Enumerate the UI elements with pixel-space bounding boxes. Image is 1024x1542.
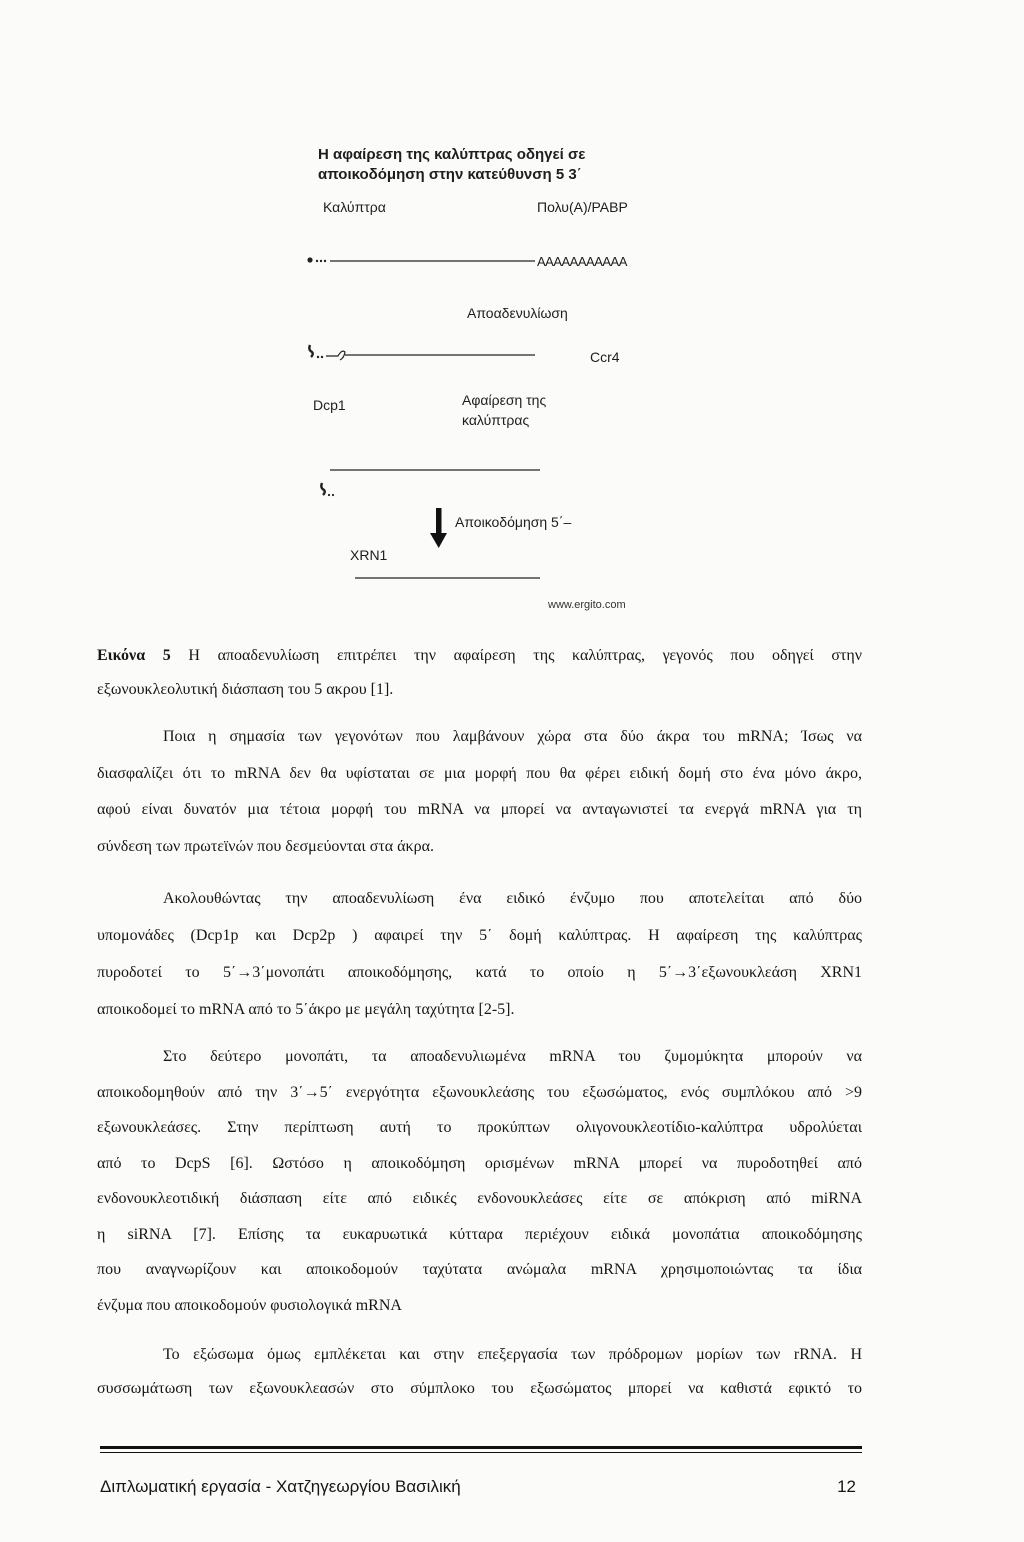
cap-dot: [332, 494, 334, 496]
diagram-title-line1: Η αφαίρεση της καλύπτρας οδηγεί σε: [318, 146, 586, 163]
text-line: που αναγνωρίζουν και αποικοδομούν ταχύτατα ανώμαλα mRNA χρησιμοποιώντας τα ίδια: [97, 1261, 862, 1278]
text-line: αποικοδομεί το mRNA από το 5΄άκρο με μεγάλη ταχύτητα [2-5].: [97, 1001, 515, 1018]
polya-pabp-label: Πολυ(Α)/PABP: [537, 199, 628, 215]
text-line: πυροδοτεί το 5΄→3΄μονοπάτι αποικοδόμησης, κατά το οποίο η 5΄→3΄εξωνουκλεάση XRN1: [97, 964, 862, 981]
footer-rule-thin: [100, 1452, 862, 1453]
ccr4-label: Ccr4: [590, 349, 620, 365]
text-line: Ποια η σημασία των γεγονότων που λαμβάνουν χώρα στα δύο άκρα του mRNA; Ίσως να: [163, 728, 862, 745]
cap-dot: [324, 260, 326, 262]
deadenylation-label: Αποαδενυλίωση: [467, 305, 568, 321]
text-line: ενδονουκλεοτιδική διάσπαση είτε από ειδικές ενδονουκλεάσες είτε σε απόκριση από miRNA: [97, 1190, 862, 1207]
text-line: από το DcpS [6]. Ωστόσο η αποικοδόμηση ορισμένων mRNA μπορεί να πυροδοτηθεί από: [97, 1154, 862, 1172]
footer-rule-thick: [100, 1446, 862, 1449]
decapping-label-line2: καλύπτρας: [462, 412, 530, 428]
caption-line: εξωνουκλεολυτική διάσπαση του 5 ακρου [1].: [97, 681, 394, 698]
paragraph: [97, 880, 862, 1028]
caption-line: [97, 639, 862, 673]
cap-label: Καλύπτρα: [323, 199, 386, 215]
decay-label: Αποικοδόμηση 5΄–: [455, 514, 572, 530]
cap-dot: [317, 356, 319, 358]
paragraph: [97, 719, 862, 866]
down-arrow-icon: [436, 508, 442, 536]
cap-dot: [320, 260, 322, 262]
text-line: Το εξώσωμα όμως εμπλέκεται και στην επεξεργασία των πρόδρομων μορίων των rRNA. Η: [163, 1346, 862, 1363]
polya-tail: AAAAAAAAAAA: [537, 254, 627, 269]
paragraph: [97, 1338, 862, 1406]
text-line: Ακολουθώντας την αποαδενυλίωση ένα ειδικό ένζυμο που αποτελείται από δύο: [163, 890, 862, 907]
text-line: αποικοδομηθούν από την 3΄→5΄ ενεργότητα εξωνουκλεάσης του εξωσώματος, ενός συμπλόκου από >9: [97, 1083, 862, 1101]
cap-structure-mark: [309, 345, 312, 357]
xrn1-label: XRN1: [350, 547, 388, 563]
page-number: 12: [837, 1477, 856, 1496]
diagram-title-line2: αποικοδόμηση στην κατεύθυνση 5 3΄: [318, 166, 582, 183]
down-arrow-head: [430, 533, 447, 548]
decapping-label-line1: Αφαίρεση της: [462, 392, 547, 408]
caption-label: Εικόνα 5: [97, 647, 171, 664]
source-credit: www.ergito.com: [548, 599, 626, 611]
footer-title: Διπλωματική εργασία - Χατζηγεωργίου Βασιλική: [100, 1477, 461, 1496]
text-line: διασφαλίζει ότι το mRNA δεν θα υφίσταται σε μια μορφή που θα φέρει ειδική δομή στο ένα μόνο άκρο,: [97, 764, 862, 782]
text-line: αφού είναι δυνατόν μια τέτοια μορφή του mRNA να μπορεί να ανταγωνιστεί τα ενεργά mRNA για τη: [97, 801, 862, 819]
dcp1-label: Dcp1: [313, 397, 346, 413]
cap-dot: [328, 494, 330, 496]
text-line: σύνδεση των πρωτεϊνών που δεσμεύονται στα άκρα.: [97, 838, 434, 856]
figure-caption: [97, 639, 862, 707]
mrna-strand-deadenylated: [326, 351, 535, 360]
cap-dot: [316, 260, 318, 262]
released-cap-mark: [321, 483, 324, 495]
text-line: ένζυμα που αποικοδομούν φυσιολογικά mRNA: [97, 1296, 402, 1314]
caption-text: Η αποαδενυλίωση επιτρέπει την αφαίρεση της καλύπτρας, γεγονός που οδηγεί στην: [170, 647, 862, 664]
text-line: εξωνουκλεάσες. Στην περίπτωση αυτή το προκύπτων ολιγονουκλεοτίδιο-καλύπτρα υδρολύεται: [97, 1119, 862, 1136]
cap-dot: [307, 257, 312, 262]
text-line: υπομονάδες (Dcp1p και Dcp2p ) αφαιρεί την 5΄ δομή καλύπτρας. Η αφαίρεση της καλύπτρας: [97, 927, 862, 944]
text-line: Στο δεύτερο μονοπάτι, τα αποαδενυλιωμένα mRNA του ζυμομύκητα μπορούν να: [163, 1048, 862, 1065]
text-line: συσσωμάτωση των εξωνουκλεασών στο σύμπλοκο του εξωσώματος μπορεί να καθιστά εφικτό το: [97, 1380, 862, 1397]
paragraph: [97, 1039, 862, 1323]
text-line: η siRNA [7]. Επίσης τα ευκαρυωτικά κύτταρα περιέχουν ειδικά μονοπάτια αποικοδόμησης: [97, 1225, 862, 1243]
cap-dot: [321, 356, 323, 358]
